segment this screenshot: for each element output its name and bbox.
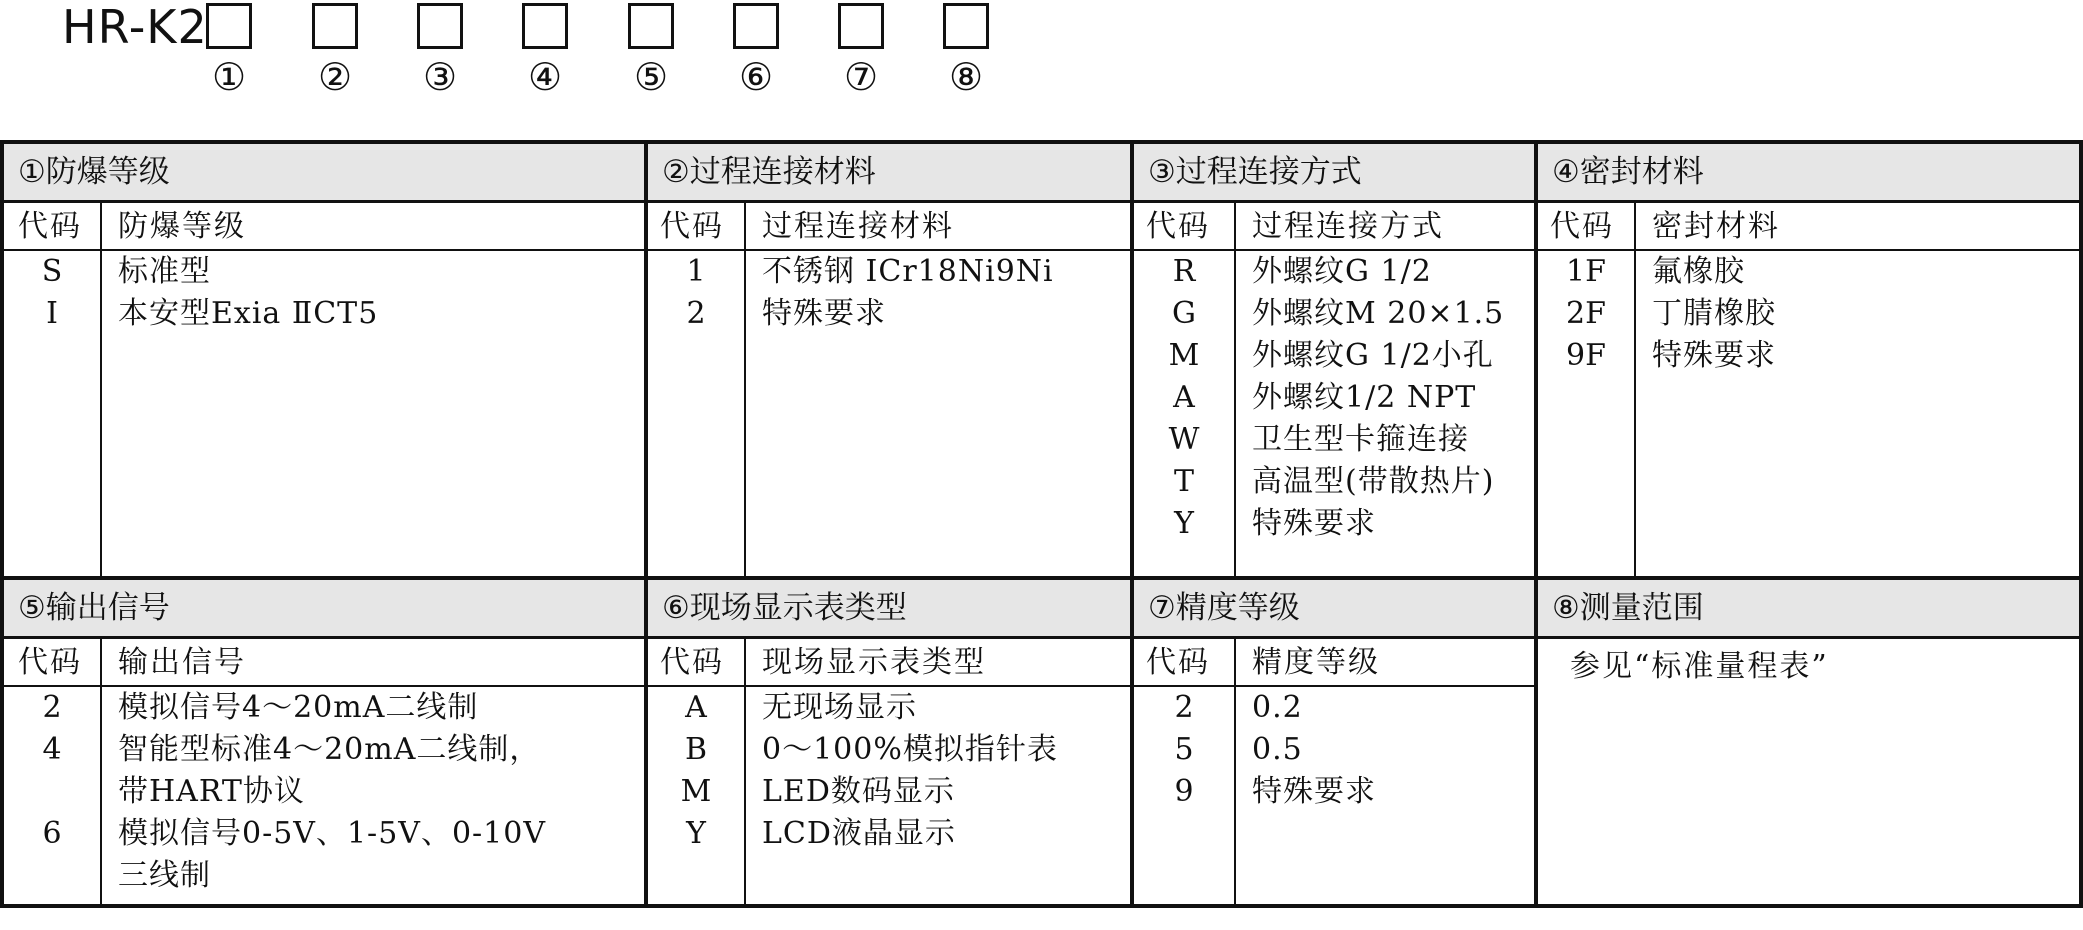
option-row [1134,729,1534,771]
column-header-row [4,203,644,251]
option-slot-box [943,3,989,49]
option-slot-number: ⑧ [948,55,984,99]
section-title: ①防爆等级 [4,144,644,203]
option-row [1134,377,1534,419]
option-row [1538,293,2079,335]
option-row [1134,419,1534,461]
column-header-row [1134,639,1534,687]
section-body [648,639,1130,904]
option-slot-box [417,3,463,49]
option-list [4,687,644,897]
option-description: 智能型标准4～20mA二线制， [118,732,541,767]
option-row [1134,251,1534,293]
option-code: Y [686,816,706,851]
option-code: 1 [686,254,706,289]
column-header-row [648,203,1130,251]
option-list [1134,251,1534,545]
option-slot-number: ④ [527,55,563,99]
option-description: 高温型(带散热片) [1252,464,1495,499]
option-row [1134,771,1534,813]
option-list [648,251,1130,335]
option-row [648,251,1130,293]
spec-section-3 [1130,144,1534,576]
description-column-header: 现场显示表类型 [762,645,986,680]
spec-section-1 [4,144,644,576]
option-code: S [41,254,63,289]
code-column-header: 代码 [18,209,82,244]
code-column-header: 代码 [660,645,724,680]
option-description: 0.5 [1252,732,1303,767]
option-slot-number: ③ [422,55,458,99]
column-header-row [4,639,644,687]
option-code: Y [1174,506,1194,541]
option-code: A [1173,380,1195,415]
section-body [1134,203,1534,576]
option-list [4,251,644,335]
option-row [1134,503,1534,545]
model-prefix: HR-K2 [62,0,208,54]
option-code: 1F [1566,254,1606,289]
code-column-header: 代码 [18,645,82,680]
option-description: 卫生型卡箍连接 [1252,422,1469,457]
spec-section-5 [4,576,644,904]
option-slot-box [733,3,779,49]
section-body [1538,639,2079,904]
option-slot-number: ② [317,55,353,99]
option-description: 不锈钢 ICr18Ni9Ni [762,254,1054,289]
description-column-header: 防爆等级 [118,209,246,244]
section-body [1134,639,1534,904]
option-description: 外螺纹1/2 NPT [1252,380,1477,415]
option-code: 2 [1174,690,1194,725]
option-description: 特殊要求 [1252,774,1376,809]
option-description: 三线制 [118,858,211,893]
option-description: 无现场显示 [762,690,917,725]
option-description: 0～100%模拟指针表 [762,732,1058,767]
option-code: 6 [42,816,62,851]
description-column-header: 过程连接材料 [762,209,954,244]
option-list [1538,251,2079,377]
option-code: T [1173,464,1194,499]
section-title: ⑤输出信号 [4,580,644,639]
option-description: LCD液晶显示 [762,816,956,851]
option-slot-box [838,3,884,49]
option-slot-number: ⑤ [633,55,669,99]
column-header-row [1538,203,2079,251]
description-column-header: 输出信号 [118,645,246,680]
option-slot-number: ⑥ [738,55,774,99]
spec-section-7 [1130,576,1534,904]
option-slot-number: ① [211,55,247,99]
option-row [4,813,644,855]
option-description: 外螺纹G 1/2小孔 [1252,338,1494,373]
option-slot-box [206,3,252,49]
option-code: I [46,296,58,331]
section-title: ②过程连接材料 [648,144,1130,203]
spec-section-6 [644,576,1130,904]
option-row [1134,461,1534,503]
spec-section-8 [1534,576,2079,904]
option-code: 9F [1566,338,1606,373]
option-row [4,293,644,335]
option-code: M [1168,338,1200,373]
option-slot-number: ⑦ [843,55,879,99]
option-row [648,813,1130,855]
option-row-continuation [4,771,644,813]
option-row [4,729,644,771]
option-description: 外螺纹M 20×1.5 [1252,296,1505,331]
description-column-header: 精度等级 [1252,645,1380,680]
code-column-header: 代码 [1146,209,1210,244]
spec-table [0,140,2083,908]
option-slot-box [312,3,358,49]
section-body [1538,203,2079,576]
option-code: G [1172,296,1196,331]
option-description: 模拟信号4～20mA二线制 [118,690,479,725]
column-header-row [648,639,1130,687]
section-body [648,203,1130,576]
option-code: 5 [1174,732,1194,767]
option-code: R [1172,254,1196,289]
option-code: 2 [686,296,706,331]
option-description: 带HART协议 [118,774,305,809]
option-description: 特殊要求 [762,296,886,331]
option-row [648,687,1130,729]
option-code: 2F [1566,296,1606,331]
option-description: 氟橡胶 [1652,254,1745,289]
option-row [1134,293,1534,335]
option-description: 丁腈橡胶 [1652,296,1776,331]
section-title: ⑦精度等级 [1134,580,1534,639]
option-slot-box [522,3,568,49]
option-row [1538,251,2079,293]
option-code: 4 [42,732,62,767]
code-column-header: 代码 [1550,209,1614,244]
option-list [1134,687,1534,813]
description-column-header: 过程连接方式 [1252,209,1444,244]
description-column-header: 密封材料 [1652,209,1780,244]
section-title: ⑥现场显示表类型 [648,580,1130,639]
option-description: 特殊要求 [1652,338,1776,373]
option-list [648,687,1130,855]
option-row [1134,335,1534,377]
option-slot-box [628,3,674,49]
option-code: B [684,732,708,767]
option-description: 模拟信号0-5V、1-5V、0-10V [118,816,547,851]
section-body [4,639,644,904]
option-description: 外螺纹G 1/2 [1252,254,1432,289]
option-row [4,251,644,293]
option-description: 特殊要求 [1252,506,1376,541]
option-code: 9 [1174,774,1194,809]
option-description: LED数码显示 [762,774,955,809]
option-code: M [680,774,712,809]
option-description: 0.2 [1252,690,1303,725]
option-row [648,293,1130,335]
option-row [1134,687,1534,729]
column-header-row [1134,203,1534,251]
code-column-header: 代码 [660,209,724,244]
option-row [1538,335,2079,377]
section-title: ⑧测量范围 [1538,580,2079,639]
section-body [4,203,644,576]
spec-section-2 [644,144,1130,576]
option-description: 本安型Exia ⅡCT5 [118,296,379,331]
option-description: 标准型 [118,254,211,289]
range-note: 参见“标准量程表” [1570,649,1829,684]
option-code: W [1168,422,1200,457]
option-row [648,771,1130,813]
section-title: ③过程连接方式 [1134,144,1534,203]
section-title: ④密封材料 [1538,144,2079,203]
option-code: A [685,690,707,725]
option-row [4,687,644,729]
spec-section-4 [1534,144,2079,576]
option-row-continuation [4,855,644,897]
code-column-header: 代码 [1146,645,1210,680]
option-row [648,729,1130,771]
option-code: 2 [42,690,62,725]
